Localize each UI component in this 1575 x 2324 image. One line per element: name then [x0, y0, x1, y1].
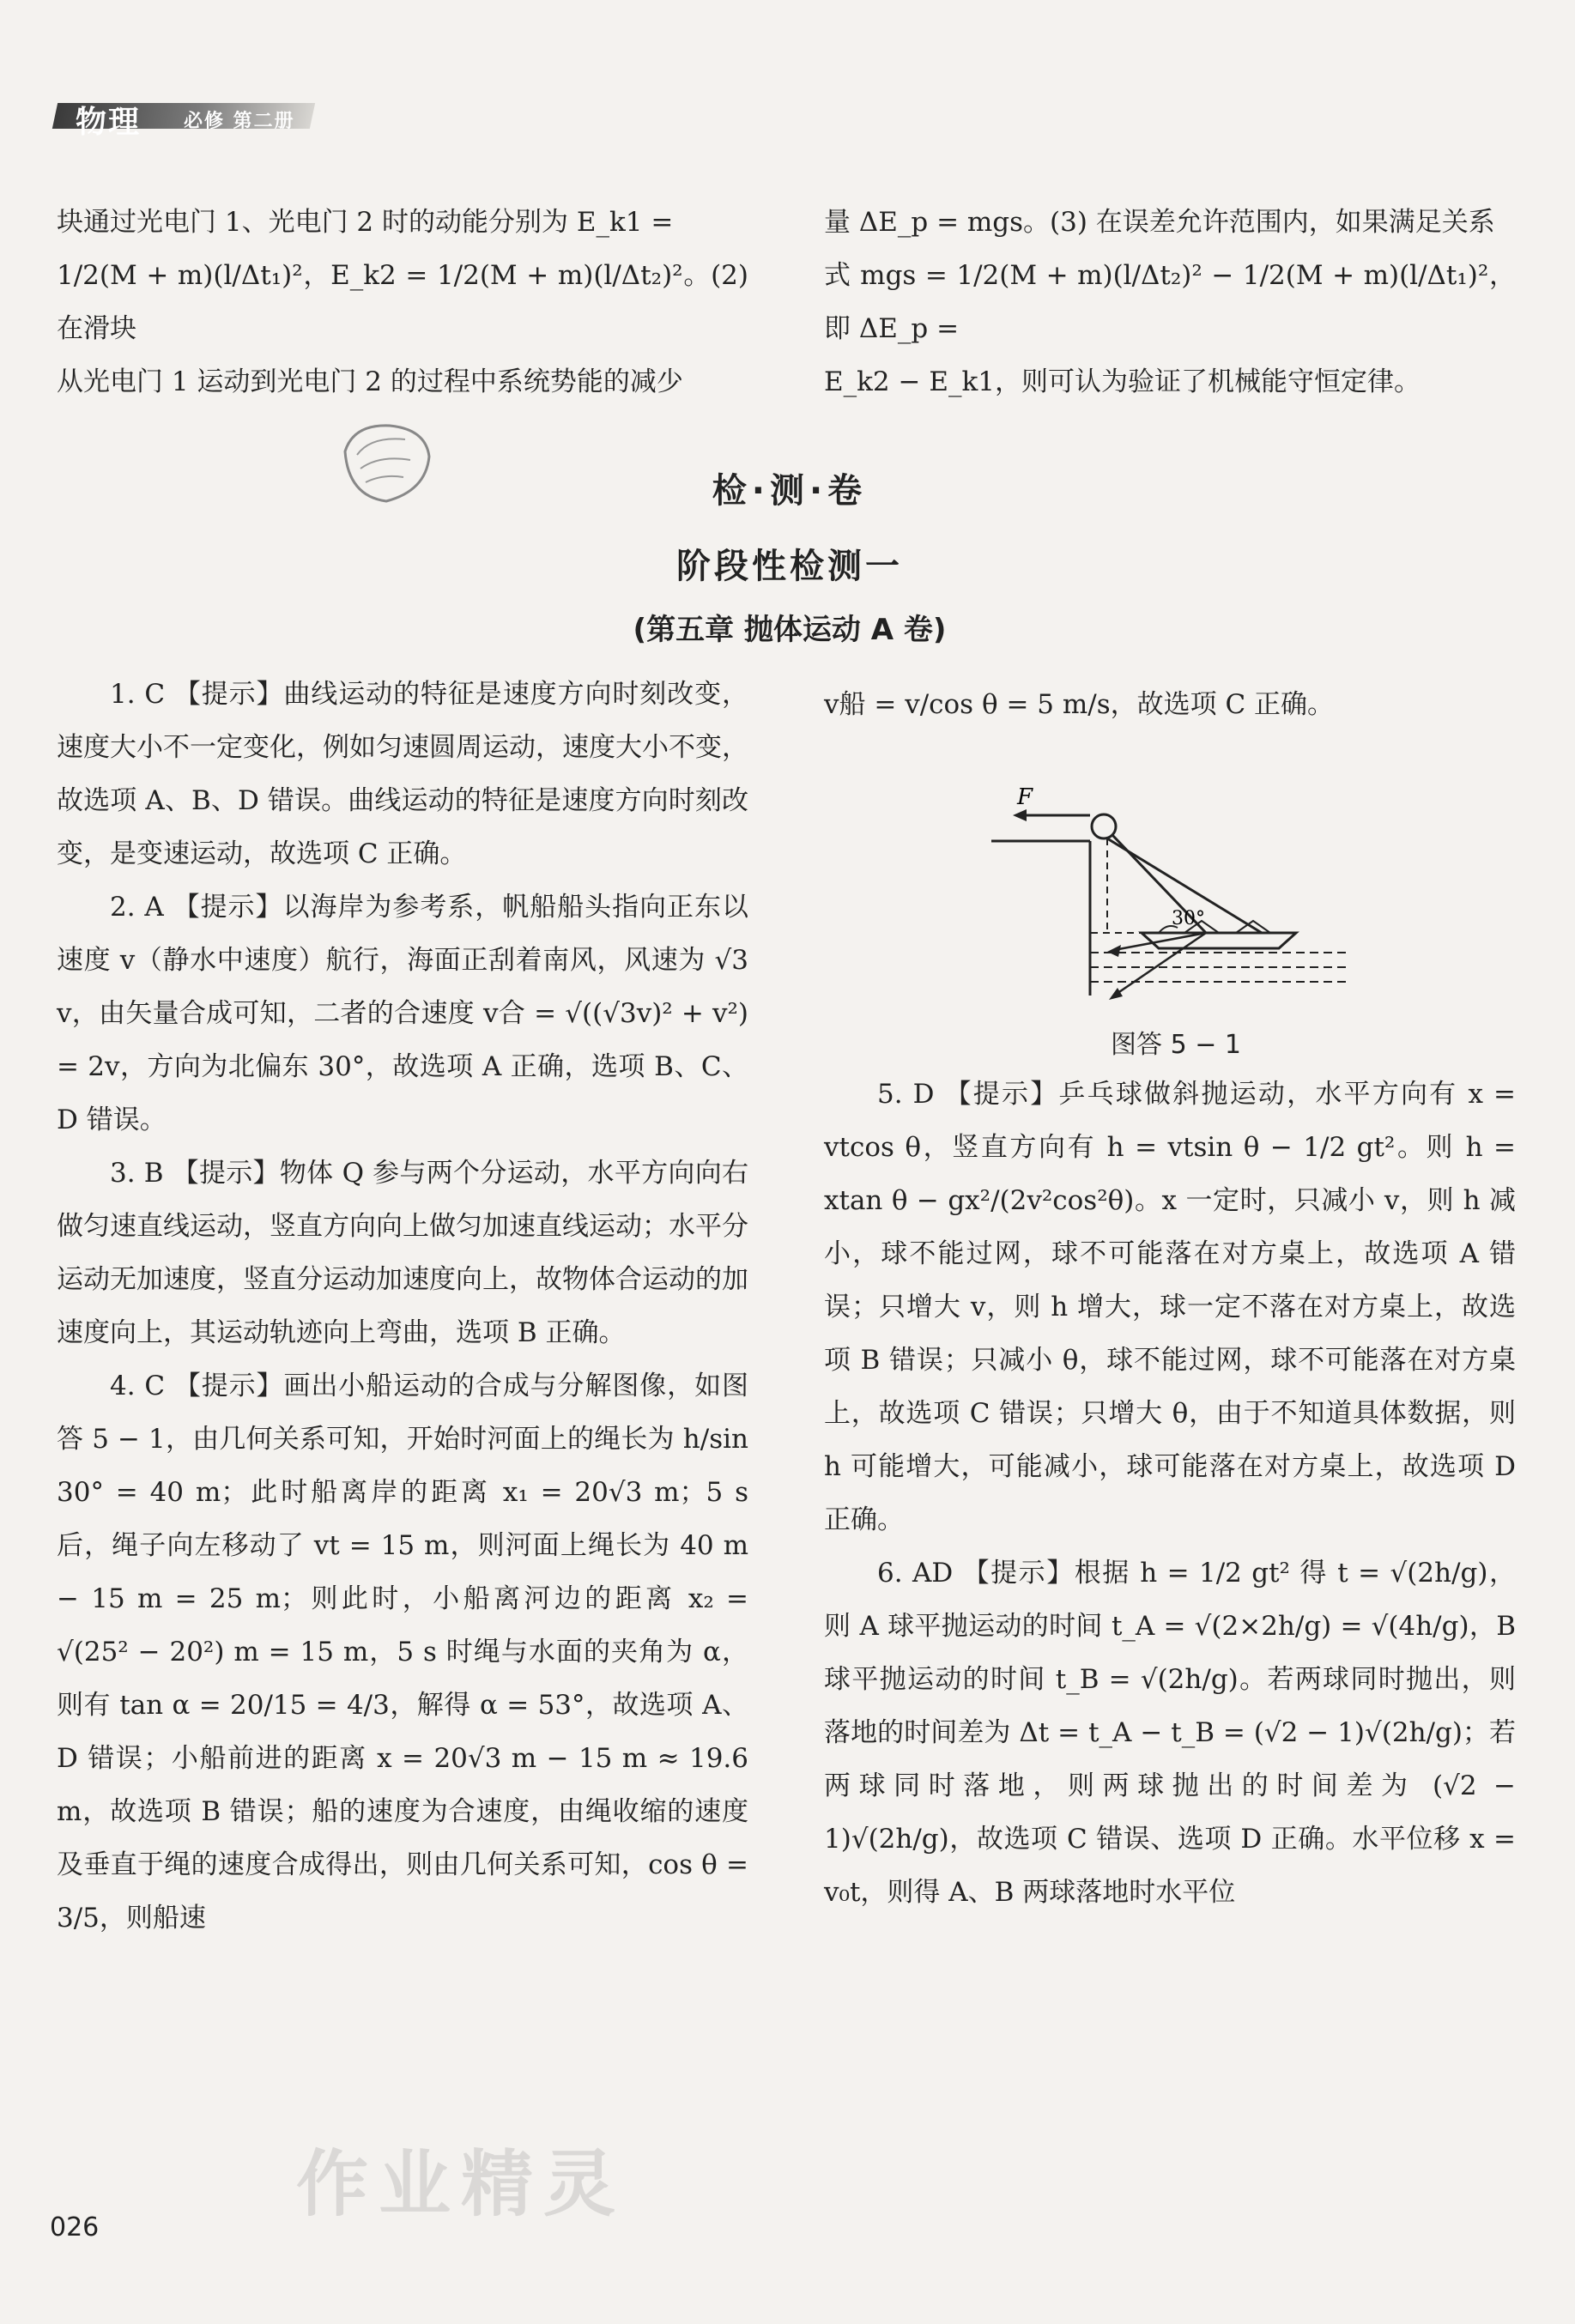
top-left-line: 从光电门 1 运动到光电门 2 的过程中系统势能的减少 — [57, 366, 683, 397]
force-label: F — [1017, 784, 1033, 810]
section-subtitle: 阶段性检测一 — [676, 547, 903, 586]
header-subject: 物理 — [76, 105, 142, 140]
header-book: 必修 第二册 — [184, 111, 295, 132]
boat-diagram — [987, 777, 1356, 1000]
answer-4: 4. C 【提示】画出小船运动的合成与分解图像，如图答 5 − 1，由几何关系可知，开始时河面上的绳长为 h/sin 30° = 40 m；此时船离岸的距离 x₁ = 20√3 m；5 s 后，绳子向左移动了 vt = 15 m，则河面上绳长为 40 m − 15 m = 25 m；则此时，小船离河边的距离 x₂ = √(25² − 20²) m = 15 m，5 s 时绳与水面的夹角为 α，则有 tan α = 20/15 = 4/3，解得 α = 53°，故选项 A、D 错误；小船前进的距离 x = 20√3 m − 15 m ≈ 19.6 m，故选项 B 错误；船的速度为合速度，由绳收缩的速度及垂直于绳的速度合成得出，则由几何关系可知，cos θ = 3/5，则船速 — [57, 1371, 748, 1934]
top-right-line: 量 ΔE_p = mgs。(3) 在误差允许范围内，如果满足关系 — [824, 207, 1495, 238]
answer-3: 3. B 【提示】物体 Q 参与两个分运动，水平方向向右做匀速直线运动，竖直方向向上做匀加速直线运动；水平分运动无加速度，竖直分运动加速度向上，故物体合运动的加速度向上，其运动轨迹向上弯曲，选项 B 正确。 — [57, 1158, 748, 1348]
page-number: 026 — [50, 2212, 100, 2242]
answer-6: 6. AD 【提示】根据 h = 1/2 gt² 得 t = √(2h/g)，则 A 球平抛运动的时间 t_A = √(2×2h/g) = √(4h/g)，B 球平抛运动的时间 t_B = √(2h/g)。若两球同时抛出，则落地的时间差为 Δt = t_A − t_B = (√2 − 1)√(2h/g)；若两球同时落地，则两球抛出的时间差为 (√2 − 1)√(2h/g)，故选项 C 错误、选项 D 正确。水平位移 x = v₀t，则得 A、B 两球落地时水平位 — [824, 1558, 1516, 1908]
answer-5: 5. D 【提示】乒乓球做斜抛运动，水平方向有 x = vtcos θ，竖直方向有 h = vtsin θ − 1/2 gt²。则 h = xtan θ − gx²/(2v²cos²θ)。x 一定时，只减小 v，则 h 减小，球不能过网，球不可能落在对方桌上，故选项 A 错误；只增大 v，则 h 增大，球一定不落在对方桌上，故选项 B 错误；只减小 θ，球不能过网，球不可能落在对方桌上，故选项 C 错误；只增大 θ，由于不知道具体数据，则 h 可能增大，可能减小，球可能落在对方桌上，故选项 D 正确。 — [824, 1079, 1516, 1535]
figure-caption: 图答 5 − 1 — [1111, 1030, 1241, 1060]
top-left-line: 1/2(M + m)(l/Δt₁)²，E_k2 = 1/2(M + m)(l/Δt₂)²。(2) 在滑块 — [57, 260, 748, 344]
answers-left — [57, 668, 748, 1945]
angle-label: 30° — [1172, 908, 1205, 929]
top-right-line: 式 mgs = 1/2(M + m)(l/Δt₂)² − 1/2(M + m)(l/Δt₁)²，即 ΔE_p = — [824, 260, 1516, 344]
answers-right-top — [824, 678, 1516, 731]
top-left-line: 块通过光电门 1、光电门 2 时的动能分别为 E_k1 = — [57, 207, 674, 238]
answer-2: 2. A 【提示】以海岸为参考系，帆船船头指向正东以速度 v（静水中速度）航行，海面正刮着南风，风速为 √3 v，由矢量合成可知，二者的合速度 v合 = √((√3v)² + v²) = 2v，方向为北偏东 30°，故选项 A 正确，选项 B、C、D 错误。 — [57, 892, 749, 1135]
answers-right — [824, 1068, 1516, 1919]
page-header — [55, 96, 330, 140]
section-title: 检·测·卷 — [712, 471, 868, 511]
top-left-block — [57, 196, 748, 409]
answer-4-continued: v船 = v/cos θ = 5 m/s，故选项 C 正确。 — [824, 689, 1335, 720]
watermark: 作业精灵 — [296, 2142, 627, 2226]
chapter-label: (第五章 抛体运动 A 卷) — [633, 613, 947, 647]
top-right-block — [824, 196, 1516, 409]
top-right-line: E_k2 − E_k1，则可认为验证了机械能守恒定律。 — [824, 366, 1421, 397]
answer-1: 1. C 【提示】曲线运动的特征是速度方向时刻改变，速度大小不一定变化，例如匀速圆周运动，速度大小不变，故选项 A、B、D 错误。曲线运动的特征是速度方向时刻改变，是变速运动，故选项 C 正确。 — [57, 679, 748, 869]
stamp-icon — [336, 417, 438, 508]
